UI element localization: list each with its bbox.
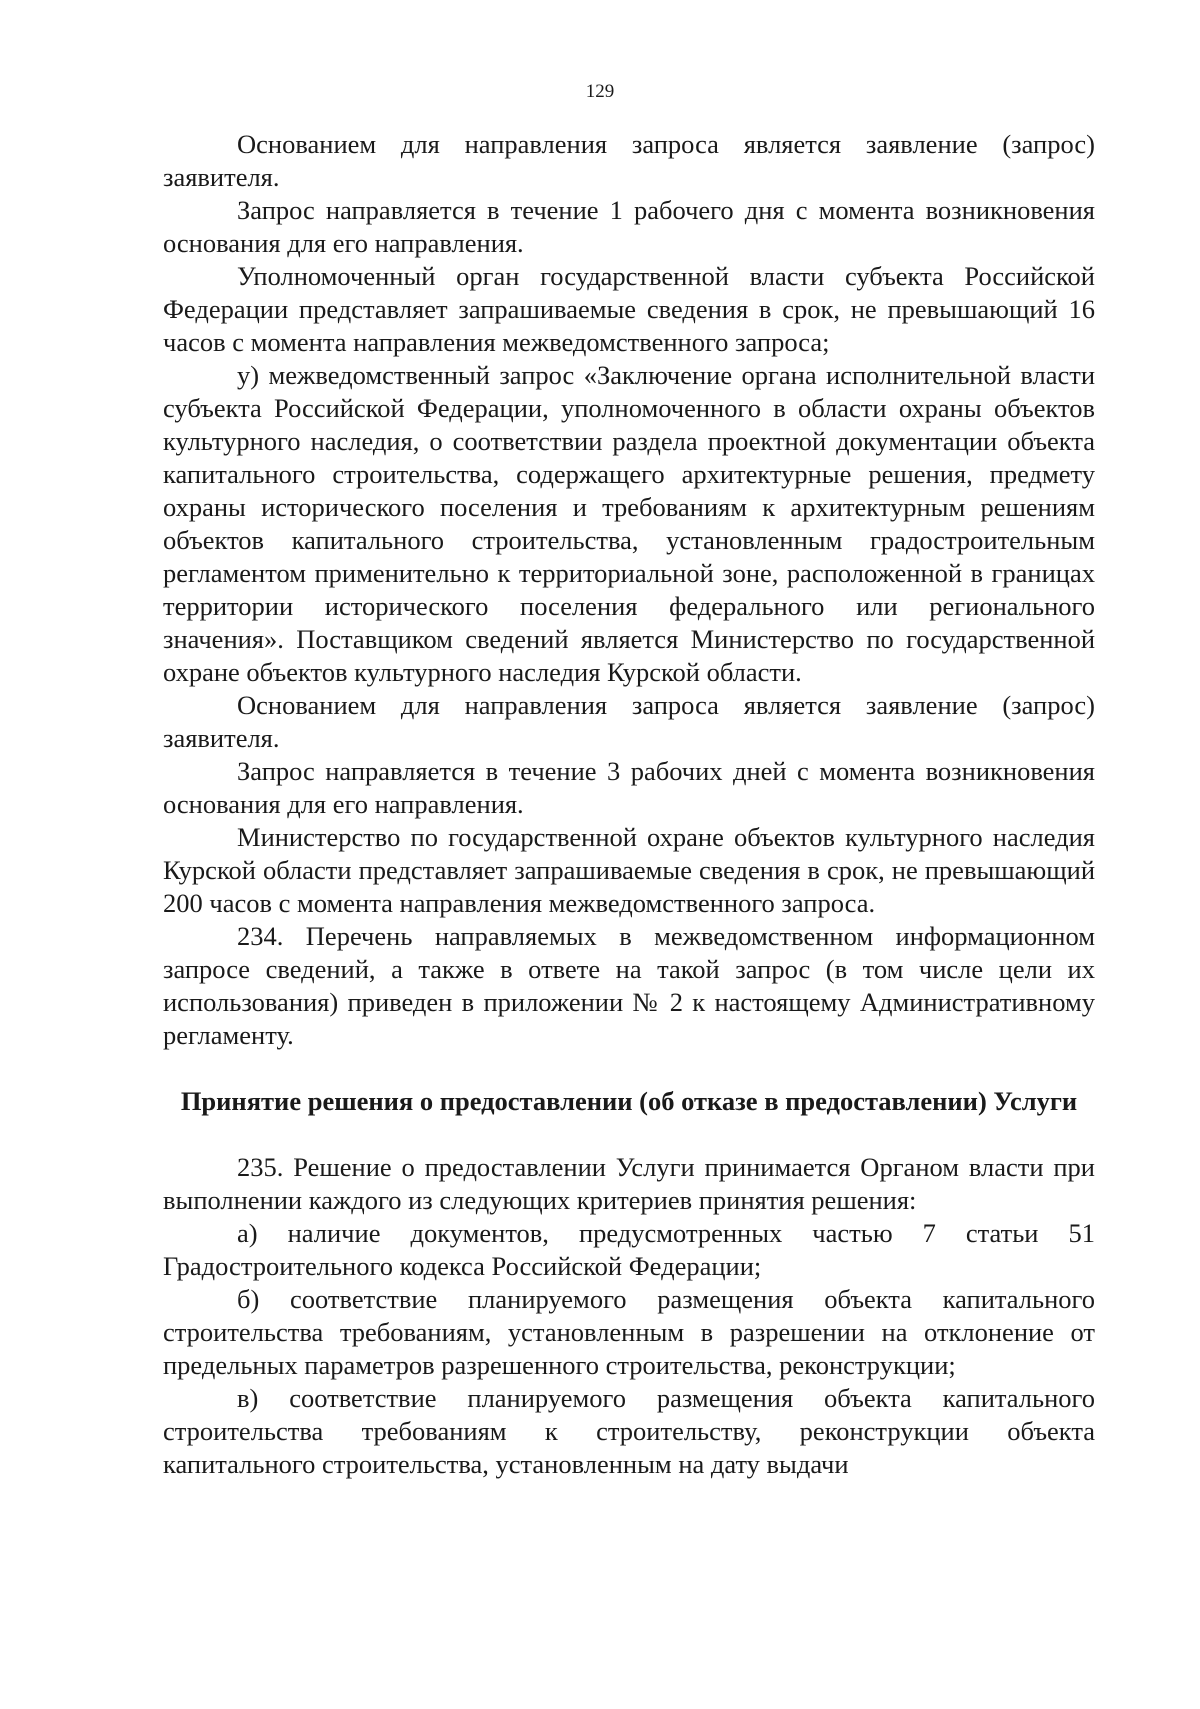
- paragraph: Основанием для направления запроса является заявление (запрос) заявителя.: [163, 129, 1095, 192]
- paragraph: в) соответствие планируемого размещения объекта капитального строительства требованиям к строительству, реконструкции объекта капитального строительства, установленным на дату выдачи: [163, 1383, 1095, 1479]
- paragraph: у) межведомственный запрос «Заключение органа исполнительной власти субъекта Российской Федерации, уполномоченного в области охраны объектов культурного наследия, о соответствии раздела проектной документации объекта капитального строительства, содержащего архитектурные решения, предмету охраны исторического поселения и требованиям к архитектурным решениям объектов капитального строительства, установленным градостроительным регламентом применительно к территориальной зоне, расположенной в границах территории исторического поселения федерального или регионального значения». Поставщиком сведений является Министерство по государственной охране объектов культурного наследия Курской области.: [163, 360, 1095, 687]
- section-heading: Принятие решения о предоставлении (об отказе в предоставлении) Услуги: [180, 1086, 1078, 1116]
- document-body: [163, 128, 1095, 1481]
- page-number: 129: [585, 81, 615, 102]
- paragraph: Уполномоченный орган государственной власти субъекта Российской Федерации представляет запрашиваемые сведения в срок, не превышающий 16 часов с момента направления межведомственного запроса;: [163, 261, 1095, 357]
- paragraph: б) соответствие планируемого размещения объекта капитального строительства требованиям, установленным в разрешении на отклонение от предельных параметров разрешенного строительства, реконструкции;: [163, 1284, 1095, 1380]
- paragraph: Основанием для направления запроса является заявление (запрос) заявителя.: [163, 690, 1095, 753]
- paragraph: 234. Перечень направляемых в межведомственном информационном запросе сведений, а также в ответе на такой запрос (в том числе цели их использования) приведен в приложении № 2 к настоящему Административному регламенту.: [163, 921, 1095, 1050]
- paragraph: Запрос направляется в течение 3 рабочих дней с момента возникновения основания для его направления.: [163, 756, 1095, 819]
- paragraph: а) наличие документов, предусмотренных частью 7 статьи 51 Градостроительного кодекса Российской Федерации;: [163, 1218, 1095, 1281]
- paragraph: Запрос направляется в течение 1 рабочего дня с момента возникновения основания для его направления.: [163, 195, 1095, 258]
- paragraph: Министерство по государственной охране объектов культурного наследия Курской области представляет запрашиваемые сведения в срок, не превышающий 200 часов с момента направления межведомственного запроса.: [163, 822, 1095, 918]
- paragraph: 235. Решение о предоставлении Услуги принимается Органом власти при выполнении каждого из следующих критериев принятия решения:: [163, 1152, 1095, 1215]
